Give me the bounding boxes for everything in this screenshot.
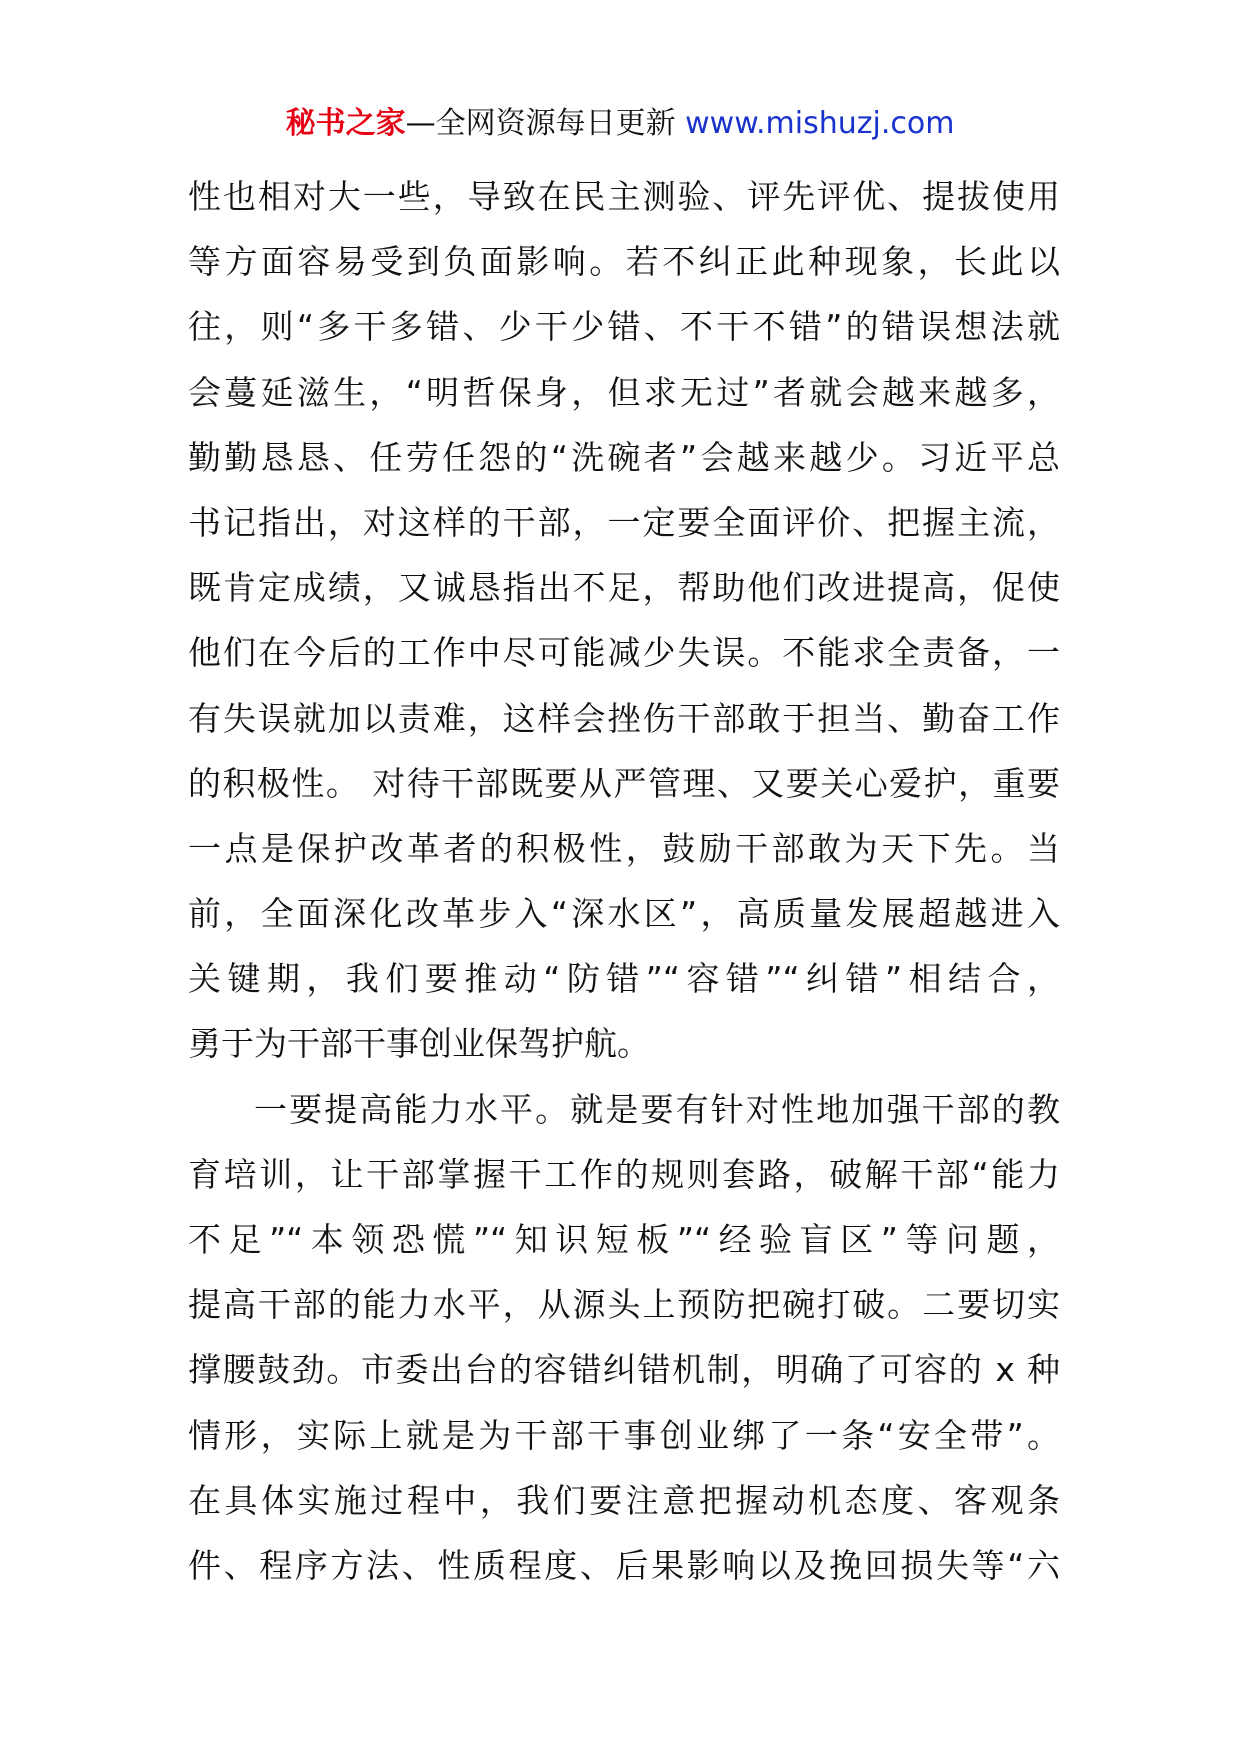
text-line: 往，则“多干多错、少干少错、不干不错”的错误想法就 xyxy=(188,307,1060,347)
text-line: 等方面容易受到负面影响。若不纠正此种现象，长此以 xyxy=(188,242,1060,282)
text-line: 的积极性。 对待干部既要从严管理、又要关心爱护，重要 xyxy=(188,763,1060,803)
text-line: 一要提高能力水平。就是要有针对性地加强干部的教 xyxy=(254,1089,1060,1129)
text-line: 撑腰鼓劲。市委出台的容错纠错机制，明确了可容的 x 种 xyxy=(188,1350,1060,1390)
document-body xyxy=(188,164,1060,1598)
text-line: 他们在今后的工作中尽可能减少失误。不能求全责备，一 xyxy=(188,633,1060,673)
text-line: 性也相对大一些，导致在民主测验、评先评优、提拔使用 xyxy=(188,177,1060,216)
text-line: 书记指出，对这样的干部，一定要全面评价、把握主流， xyxy=(188,502,1060,542)
text-line: 勇于为干部干事创业保驾护航。 xyxy=(188,1024,650,1064)
text-line: 一点是保护改革者的积极性，鼓励干部敢为天下先。当 xyxy=(188,828,1060,868)
text-line: 前，全面深化改革步入“深水区”，高质量发展超越进入 xyxy=(188,894,1060,934)
text-line: 育培训，让干部掌握干工作的规则套路，破解干部“能力 xyxy=(188,1154,1060,1194)
text-line: 情形，实际上就是为干部干事创业绑了一条“安全带”。 xyxy=(188,1415,1060,1455)
text-line: 会蔓延滋生，“明哲保身，但求无过”者就会越来越多， xyxy=(188,372,1060,412)
text-line: 不足”“本领恐慌”“知识短板”“经验盲区”等问题， xyxy=(188,1220,1060,1259)
text-line: 有失误就加以责难，这样会挫伤干部敢于担当、勤奋工作 xyxy=(188,698,1060,738)
text-line: 关键期，我们要推动“防错”“容错”“纠错”相结合， xyxy=(188,959,1060,999)
text-line: 勤勤恳恳、任劳任怨的“洗碗者”会越来越少。习近平总 xyxy=(188,437,1060,477)
text-line: 件、程序方法、性质程度、后果影响以及挽回损失等“六 xyxy=(188,1545,1060,1585)
brand-name: 秘书之家 xyxy=(285,106,406,141)
text-line: 既肯定成绩，又诚恳指出不足，帮助他们改进提高，促使 xyxy=(188,568,1060,608)
website-link[interactable]: www.mishuzj.com xyxy=(685,106,955,141)
text-line: 提高干部的能力水平，从源头上预防把碗打破。二要切实 xyxy=(188,1285,1060,1325)
text-line: 在具体实施过程中，我们要注意把握动机态度、客观条 xyxy=(188,1480,1060,1520)
page-header xyxy=(0,104,1240,144)
header-tagline: —全网资源每日更新 xyxy=(405,106,686,141)
